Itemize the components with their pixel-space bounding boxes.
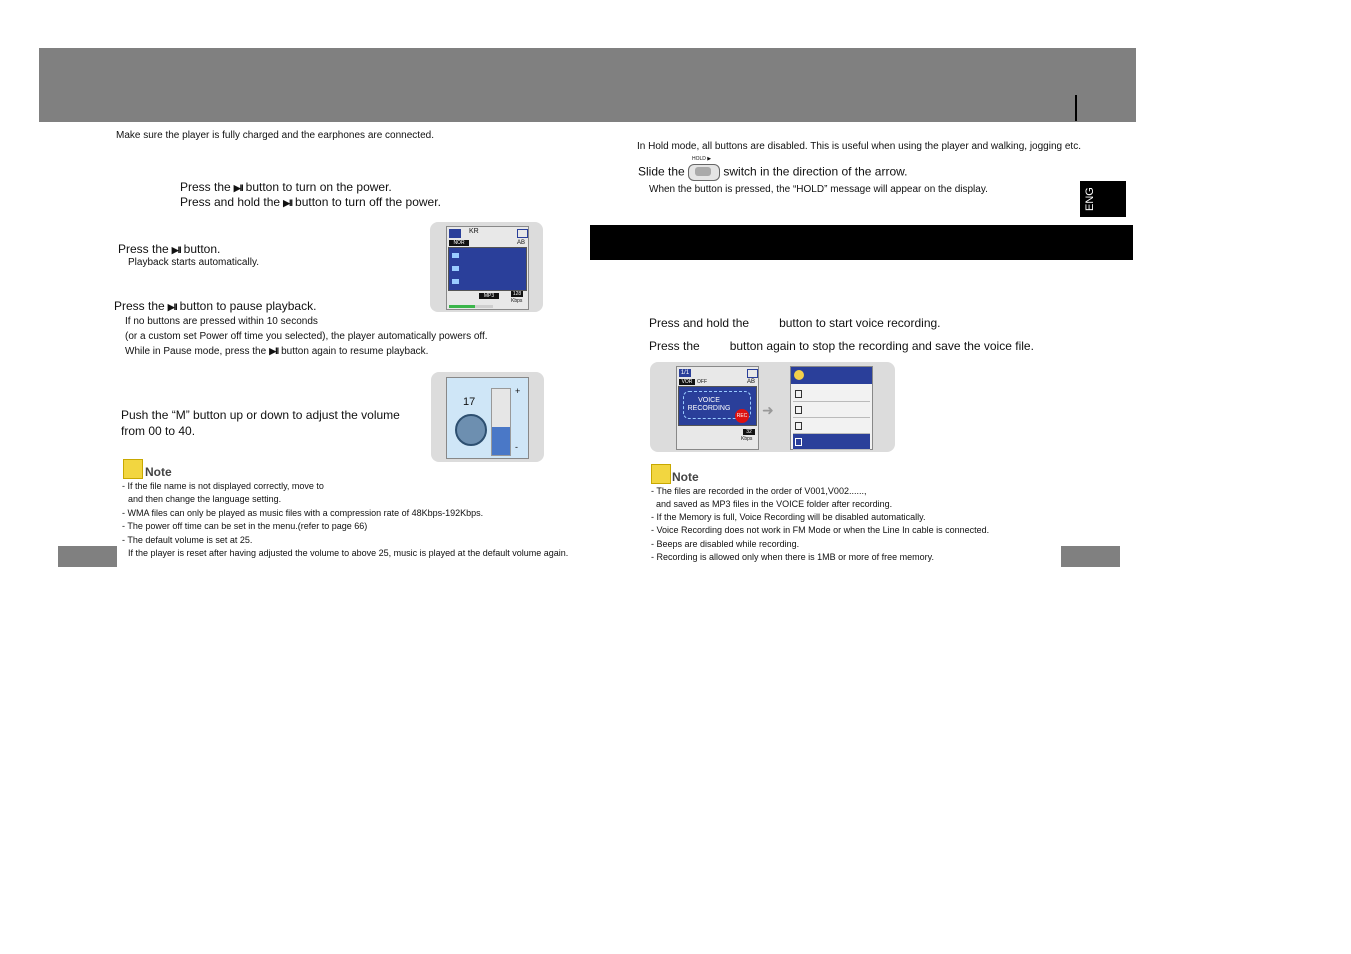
header-band — [39, 48, 1136, 122]
hold-step: Slide the switch in the direction of the arrow. — [638, 164, 907, 181]
note-icon — [123, 459, 143, 479]
note-line: - The files are recorded in the order of V001,V002......, — [651, 486, 867, 496]
volume-bar-fill — [492, 427, 510, 455]
file-icon — [795, 406, 802, 414]
volume-device-image — [431, 372, 544, 462]
hold-sub: When the button is pressed, the “HOLD” message will appear on the display. — [649, 184, 988, 195]
microphone-icon — [794, 370, 804, 380]
file-icon — [795, 438, 802, 446]
ab-label: AB — [747, 379, 756, 385]
note-line: - Voice Recording does not work in FM Mode or when the Line In cable is connected. — [651, 525, 990, 535]
playback-display — [446, 226, 529, 310]
recording-line-2: RECORDING — [687, 405, 731, 412]
voice-file-list — [790, 366, 873, 450]
note-title: Note — [672, 470, 699, 484]
pause-sub-3: While in Pause mode, press the ▶II button again to resume playback. — [125, 346, 429, 357]
volume-number: 17 — [463, 396, 476, 408]
note-line: - Beeps are disabled while recording. — [651, 539, 800, 549]
lang-label: KR — [469, 228, 479, 235]
list-item — [793, 418, 870, 434]
language-tab — [1080, 181, 1126, 217]
play-pause-icon: ▶II — [269, 346, 279, 356]
file-icon — [795, 422, 802, 430]
play-pause-icon: ▶II — [283, 198, 293, 208]
rec-badge: REC — [735, 409, 749, 423]
bitrate-unit: Kbps — [741, 436, 753, 442]
record-step-1: Press and hold the button to start voice recording. — [649, 316, 941, 330]
note-line: - The default volume is set at 25. — [122, 535, 253, 545]
ab-label: AB — [517, 240, 526, 246]
battery-icon — [517, 229, 528, 238]
speaker-icon — [455, 414, 487, 446]
play-pause-icon: ▶II — [233, 183, 243, 193]
arrow-right-icon: ➜ — [762, 402, 774, 418]
recording-device-image — [650, 362, 895, 452]
bitrate-badge: 128 — [512, 291, 522, 297]
power-off-step: Press and hold the ▶II button to turn off the power. — [180, 195, 441, 209]
format-badge: MP3 — [479, 293, 499, 299]
list-item — [793, 386, 870, 402]
progress-fill — [449, 305, 475, 308]
eq-mode: NOR — [449, 240, 469, 246]
record-step-2: Press the button again to stop the recording and save the voice file. — [649, 339, 1034, 353]
volume-bar-track — [491, 388, 511, 456]
note-title: Note — [145, 465, 172, 479]
playback-list — [448, 247, 527, 291]
header-divider — [1075, 95, 1077, 121]
recording-display — [676, 366, 759, 450]
folder-icon — [452, 253, 459, 258]
repeat-icon — [452, 279, 459, 284]
note-icon — [651, 464, 671, 484]
list-item — [793, 402, 870, 418]
volume-text-1: Push the “M” button up or down to adjust the volume — [121, 408, 400, 422]
note-line: - If the Memory is full, Voice Recording will be disabled automatically. — [651, 512, 926, 522]
page-number-box-right — [1061, 546, 1120, 567]
note-line: - WMA files can only be played as music files with a compression rate of 48Kbps-192Kbps. — [122, 508, 484, 518]
progress-track — [449, 305, 493, 308]
volume-display — [446, 377, 529, 459]
record-counter: 1/1 — [680, 370, 690, 376]
note-line: and then change the language setting. — [128, 494, 282, 504]
music-icon — [452, 266, 459, 271]
pause-sub-1: If no buttons are pressed within 10 seconds — [125, 316, 318, 327]
voice-list-header — [791, 367, 872, 384]
file-icon — [795, 390, 802, 398]
record-mode: VOR — [679, 379, 695, 385]
power-on-step: Press the ▶II button to turn on the power. — [180, 180, 392, 194]
volume-plus: + — [515, 386, 521, 396]
hold-intro: In Hold mode, all buttons are disabled. This is useful when using the player and walking, jogging etc. — [637, 141, 1081, 152]
language-tab-label: ENG — [1084, 187, 1096, 211]
note-line: and saved as MP3 files in the VOICE folder after recording. — [656, 499, 893, 509]
volume-text-2: from 00 to 40. — [121, 424, 196, 438]
note-line: - Recording is allowed only when there is 1MB or more of free memory. — [651, 552, 934, 562]
playback-device-image — [430, 222, 543, 312]
pause-sub-2: (or a custom set Power off time you selected), the player automatically powers off. — [125, 331, 488, 342]
play-sub: Playback starts automatically. — [128, 257, 259, 268]
list-item-selected — [793, 434, 870, 450]
note-line: - The power off time can be set in the menu.(refer to page 66) — [122, 521, 368, 531]
intro-text: Make sure the player is fully charged and the earphones are connected. — [116, 130, 434, 141]
record-off: OFF — [697, 379, 707, 385]
hold-label: HOLD ▶ — [692, 156, 712, 162]
play-pause-icon: ▶II — [167, 302, 177, 312]
volume-minus: - — [515, 442, 518, 452]
pause-step: Press the ▶II button to pause playback. — [114, 299, 317, 313]
bitrate-badge: 32 — [743, 429, 755, 435]
hold-switch-icon — [688, 164, 720, 181]
play-pause-icon: ▶II — [171, 245, 181, 255]
battery-icon — [747, 369, 758, 378]
play-step: Press the ▶II button. — [118, 242, 221, 256]
page-number-box-left — [58, 546, 117, 567]
play-icon — [449, 229, 461, 238]
note-line: - If the file name is not displayed correctly, move to — [122, 481, 324, 491]
recording-panel — [678, 386, 757, 426]
recording-line-1: VOICE — [698, 397, 720, 404]
bitrate-unit: Kbps — [511, 298, 523, 304]
note-line: If the player is reset after having adjusted the volume to above 25, music is played at the default volume again. — [128, 548, 569, 558]
section-title-bar — [590, 225, 1133, 260]
